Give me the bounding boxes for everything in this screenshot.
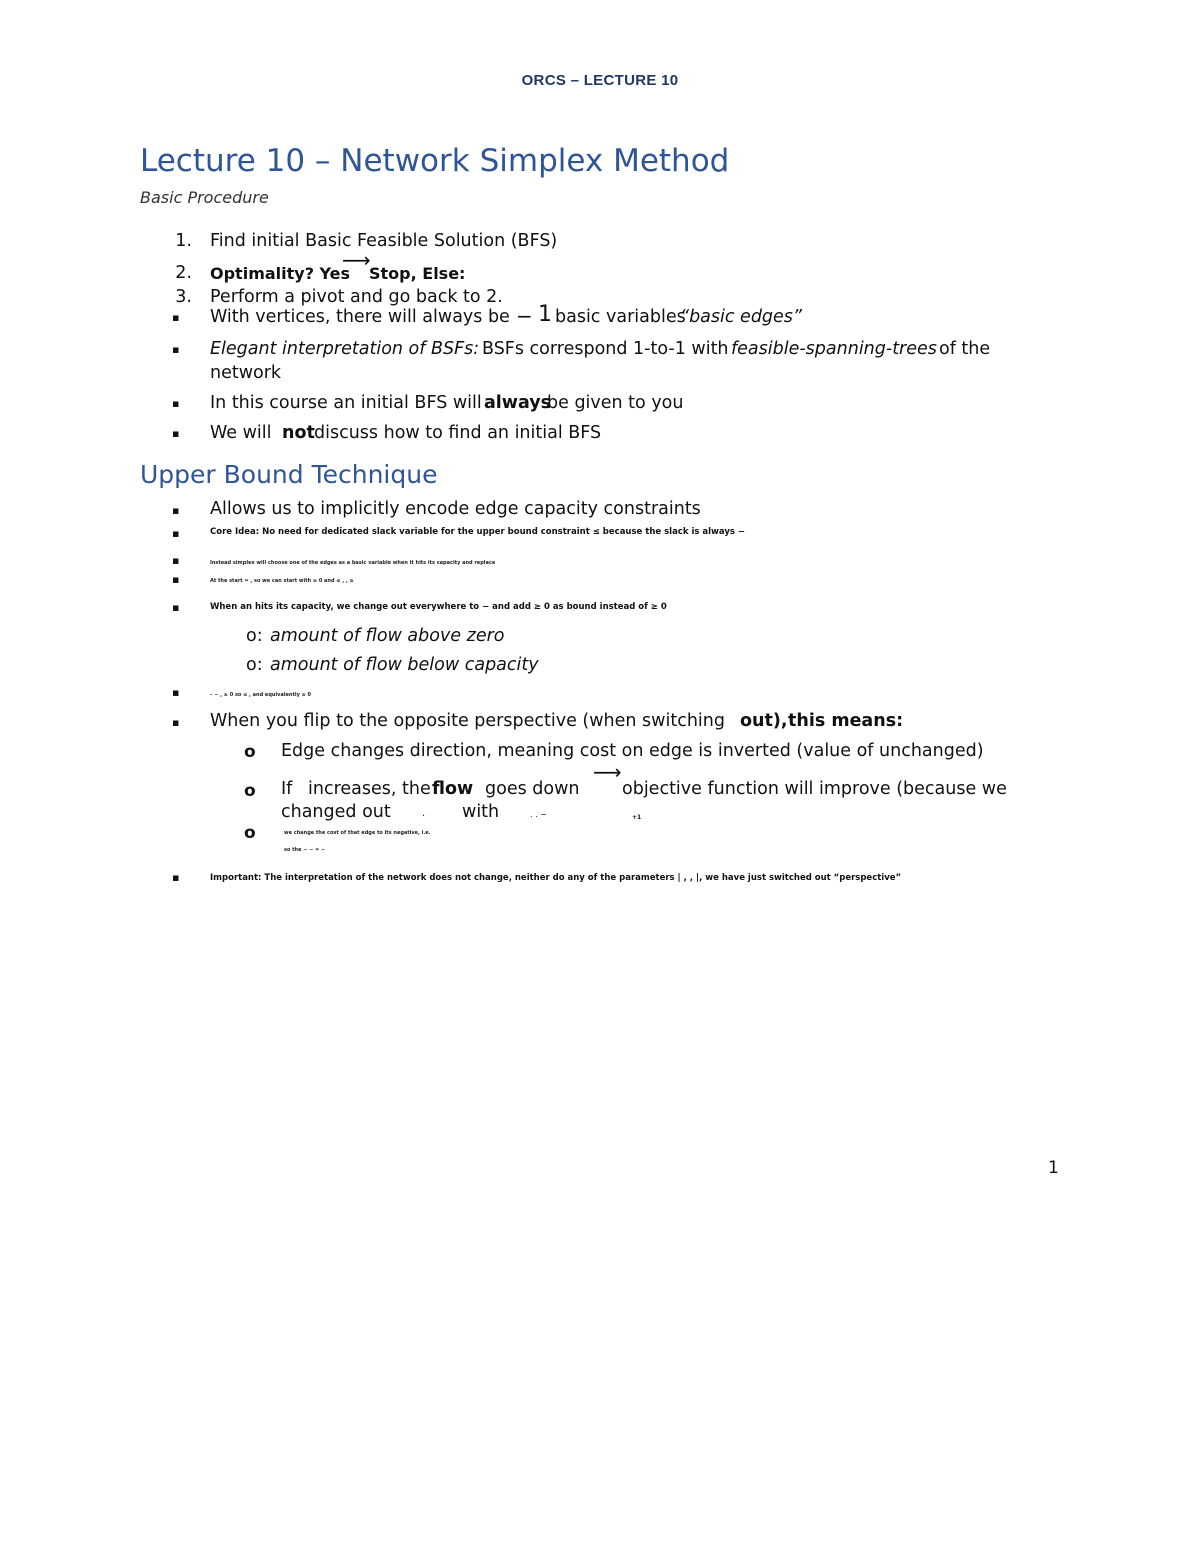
sub-text: increases, the: [308, 779, 431, 799]
step-text: [210, 264, 350, 283]
step-number: 3.: [175, 287, 192, 307]
bullet-text: With vertices, there will always be: [210, 307, 510, 327]
sub-text: .: [422, 808, 426, 819]
arrow-icon: ⟶: [593, 760, 622, 784]
bullet-text: out),: [740, 711, 788, 731]
bullet-text: this means:: [788, 711, 904, 731]
bullet-icon: ▪: [172, 871, 180, 884]
bullet-text: feasible-spanning-trees: [731, 339, 937, 359]
sub-text: Edge changes direction, meaning cost on edge is inverted (value of unchanged): [281, 741, 984, 761]
math-symbol: −: [516, 304, 533, 328]
bullet-text: basic variables: [555, 307, 686, 327]
bullet-icon: ▪: [172, 343, 180, 356]
sub-text: If: [281, 779, 293, 799]
sub-text: changed out: [281, 802, 391, 822]
bullet-icon: ▪: [172, 397, 180, 410]
sub-bullet-icon: o: [244, 781, 256, 801]
bullet-text: In this course an initial BFS will: [210, 393, 482, 413]
page-header: ORCS – LECTURE 10: [521, 72, 679, 89]
bullet-text: “basic edges”: [680, 307, 802, 327]
bullet-icon: ▪: [172, 686, 180, 699]
bullet-text: Instead simplex will choose one of the edges as a basic variable when it hits its capacity and replace: [210, 560, 496, 566]
sub-text: amount of flow above zero: [270, 626, 505, 646]
section-heading: Upper Bound Technique: [140, 460, 438, 489]
bullet-text: network: [210, 363, 282, 383]
bullet-icon: ▪: [172, 427, 180, 440]
bullet-icon: ▪: [172, 716, 180, 729]
bullet-text: Core Idea: No need for dedicated slack variable for the upper bound constraint ≤ because the slack is always −: [210, 527, 746, 537]
bullet-text: At the start = , so we can start with ≥ 0 and ≤ , , ≥: [210, 578, 354, 584]
bullet-text: not: [282, 423, 315, 443]
sub-bullet-icon: o: [244, 742, 256, 762]
sub-text: objective function will improve (because we: [622, 779, 1007, 799]
sub-text: amount of flow below capacity: [270, 655, 539, 675]
bullet-text: When an hits its capacity, we change out everywhere to − and add ≥ 0 as bound instead of ≥ 0: [210, 602, 667, 612]
sub-text: +1: [632, 814, 642, 821]
step-text-part: Stop, Else:: [369, 264, 466, 283]
step-number: 2.: [175, 263, 192, 283]
bullet-text: Allows us to implicitly encode edge capacity constraints: [210, 499, 701, 519]
sub-symbol: o:: [246, 626, 263, 646]
step-number: 1.: [175, 231, 192, 251]
sub-symbol: o:: [246, 655, 263, 675]
bullet-icon: ▪: [172, 601, 180, 614]
page-title: Lecture 10 – Network Simplex Method: [140, 143, 730, 179]
bullet-text: When you flip to the opposite perspective (when switching: [210, 711, 725, 731]
page-number: 1: [1048, 1158, 1059, 1178]
bullet-text: discuss how to find an initial BFS: [314, 423, 602, 443]
sub-text: . . −: [530, 810, 547, 819]
bullet-icon: ▪: [172, 573, 180, 586]
arrow-icon: ⟶: [342, 248, 371, 272]
step-text-part: Optimality? Yes: [210, 264, 351, 283]
bullet-icon: ▪: [172, 527, 180, 540]
bullet-text: We will: [210, 423, 272, 443]
bullet-text: of the: [939, 339, 991, 359]
sub-text: so the − − = −: [284, 847, 326, 853]
bullet-text: Elegant interpretation of BSFs:: [210, 339, 480, 359]
subtitle: Basic Procedure: [140, 188, 269, 207]
sub-bullet-icon: o: [244, 823, 256, 843]
sub-text: we change the cost of that edge to its negative, i.e.: [284, 830, 431, 836]
sub-text: with: [462, 802, 500, 822]
bullet-icon: ▪: [172, 554, 180, 567]
bullet-icon: ▪: [172, 311, 180, 324]
step-text: Perform a pivot and go back to 2.: [210, 287, 503, 307]
bullet-text: Important: The interpretation of the network does not change, neither do any of the parameters | , , |, we have just switched out “perspective”: [210, 873, 902, 883]
step-text: Find initial Basic Feasible Solution (BFS): [210, 231, 558, 251]
math-symbol: 1: [538, 302, 552, 327]
sub-text: goes down: [485, 779, 580, 799]
bullet-text: be given to you: [547, 393, 684, 413]
bullet-text: – − , ≥ 0 so ≤ , and equivalently ≥ 0: [210, 692, 311, 698]
bullet-text: BSFs correspond 1-to-1 with: [482, 339, 729, 359]
bullet-text: always: [484, 393, 552, 413]
bullet-icon: ▪: [172, 504, 180, 517]
sub-text: flow: [432, 779, 474, 799]
